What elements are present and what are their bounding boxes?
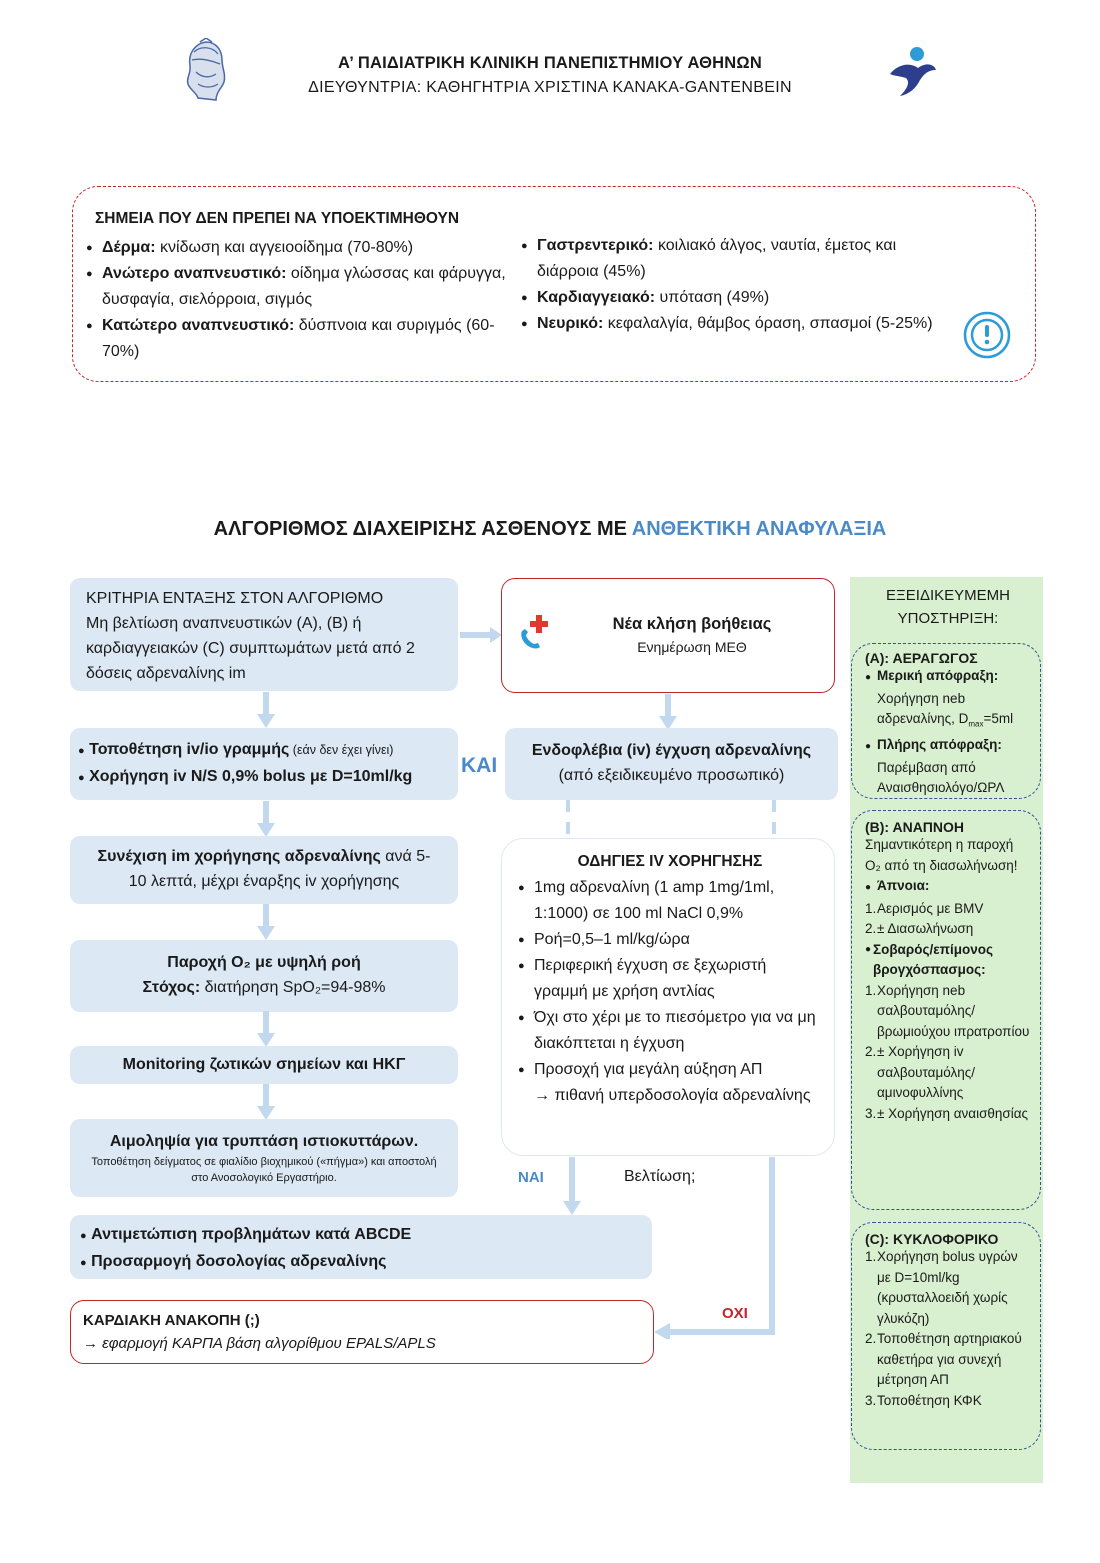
iv-guidelines-box [501, 838, 835, 1156]
oxygen-target: Στόχος: διατήρηση SpO₂=94-98% [142, 979, 386, 996]
cardiac-arrest-text: → εφαρμογή ΚΑΡΠΑ βάση αλγορίθμου EPALS/APLS [83, 1335, 436, 1352]
no-label: ΟΧΙ [722, 1305, 748, 1322]
warning-item-lower-resp: ● Κατώτερο αναπνευστικό: δύσπνοια και συριγμός (60-70%) [86, 313, 506, 365]
child-figure-logo [884, 44, 940, 104]
help-call-sub: Ενημέρωση ΜΕΘ [637, 639, 747, 655]
airway-box [851, 643, 1041, 799]
iv-adrenaline-title: Ενδοφλέβια (iv) έγχυση αδρεναλίνης [531, 742, 812, 759]
tryptase-box [70, 1119, 458, 1197]
warning-item-neuro: ● Νευρικό: κεφαλαλγία, θάμβος όραση, σπασμοί (5-25%) [521, 311, 941, 337]
cardiac-arrest-box [70, 1300, 654, 1364]
airway-content: ● Μερική απόφραξη: Χορήγηση neb αδρεναλίνης, $D_{max}=5ml$ ● Πλήρης απόφραξη: Παρέμβαση από Αναισθησιολόγο/ΩΡΛ [865, 668, 1014, 796]
abcde-item: ● Αντιμετώπιση προβλημάτων κατά ABCDE [80, 1226, 412, 1243]
iv-guide-item: ● Όχι στο χέρι με το πιεσόμετρο για να μη διακόπτεται η έγχυση [518, 1009, 816, 1052]
breathing-title: (Β): ΑΝΑΠΝΟΗ [865, 819, 965, 835]
iv-guide-item: ● Περιφερική έγχυση σε ξεχωριστή γραμμή με χρήση αντλίας [518, 957, 767, 1000]
clinic-title: Α’ ΠΑΙΔΙΑΤΡΙΚΗ ΚΛΙΝΙΚΗ ΠΑΝΕΠΙΣΤΗΜΙΟΥ ΑΘΗΝΩΝ [338, 54, 762, 72]
iv-adrenaline-sub: (από εξειδικευμένο προσωπικό) [558, 767, 785, 784]
warning-item-gi: ● Γαστρεντερικό: κοιλιακό άλγος, ναυτία, έμετος και διάρροια (45%) [521, 233, 941, 285]
warning-list-left [86, 235, 506, 365]
yes-label: ΝΑΙ [518, 1169, 544, 1186]
improvement-question: Βελτίωση; [624, 1168, 696, 1185]
warning-item-skin: ● Δέρμα: κνίδωση και αγγειοοίδημα (70-80%) [86, 235, 506, 261]
criteria-box [70, 578, 458, 691]
warning-title: ΣΗΜΕΙΑ ΠΟΥ ΔΕΝ ΠΡΕΠΕΙ ΝΑ ΥΠΟΕΚΤΙΜΗΘΟΥΝ [95, 210, 460, 227]
arrow-criteria-to-help [460, 627, 502, 643]
alert-icon [962, 310, 1012, 360]
warning-list-right [521, 233, 941, 337]
side-title: ΕΞΕΙΔΙΚΕΥΜΕΜΗ ΥΠΟΣΤΗΡΙΞΗ: [886, 587, 1010, 627]
phone-medical-icon [516, 613, 556, 653]
ns-bolus-item: ● Χορήγηση iv N/S 0,9% bolus με D=10ml/kg [78, 768, 413, 785]
circulation-box [851, 1222, 1041, 1450]
dose-adjust-item: ● Προσαρμογή δοσολογίας αδρεναλίνης [80, 1253, 387, 1270]
arrow-no-path [654, 1157, 778, 1339]
abcde-box [70, 1215, 652, 1279]
iv-guide-item: ● Ροή=0,5–1 ml/kg/ώρα [518, 931, 690, 948]
warning-item-cardio: ● Καρδιαγγειακό: υπόταση (49%) [521, 285, 941, 311]
oxygen-title: Παροχή Ο₂ με υψηλή ροή [167, 954, 361, 971]
tryptase-text: Τοποθέτηση δείγματος σε φιαλίδιο βιοχημικού («πήγμα») και αποστολή στο Ανοσολογικό Εργαστήριο. [91, 1156, 437, 1184]
arrow-yes-down [563, 1157, 581, 1220]
dashed-connectors [560, 800, 790, 842]
kai-label: ΚΑΙ [461, 754, 498, 777]
iv-guidelines-title: ΟΔΗΓΙΕΣ IV ΧΟΡΗΓΗΣΗΣ [577, 853, 763, 870]
airway-title: (Α): ΑΕΡΑΓΩΓΟΣ [865, 650, 978, 666]
iv-line-item: ● Τοποθέτηση iv/io γραμμής (εάν δεν έχει γίνει) [78, 741, 394, 758]
breathing-box [851, 810, 1041, 1210]
oxygen-box [70, 940, 458, 1012]
tryptase-title: Αιμοληψία για τρυπτάση ιστιοκυττάρων. [109, 1133, 419, 1150]
iv-adrenaline-box [505, 728, 838, 800]
cardiac-arrest-title: ΚΑΡΔΙΑΚΗ ΑΝΑΚΟΠΗ (;) [83, 1312, 260, 1329]
criteria-title: ΚΡΙΤΗΡΙΑ ΕΝΤΑΞΗΣ ΣΤΟΝ ΑΛΓΟΡΙΘΜΟ [86, 590, 384, 607]
circulation-content: 1. Χορήγηση bolus υγρών με D=10ml/kg (κρυσταλλοειδή χωρίς γλυκόζη) 2. Τοποθέτηση αρτηριακού καθετήρα για συνεχή μέτρηση ΑΠ 3. Τοποθέτηση ΚΦΚ [865, 1249, 1022, 1408]
algorithm-title: ΑΛΓΟΡΙΘΜΟΣ ΔΙΑΧΕΙΡΙΣΗΣ ΑΣΘΕΝΟΥΣ ΜΕ ΑΝΘΕΚΤΙΚΗ ΑΝΑΦΥΛΑΞΙΑ [213, 518, 887, 540]
arrow-down-3 [257, 904, 275, 945]
help-call-box [501, 578, 835, 693]
circulation-title: (C): ΚΥΚΛΟΦΟΡΙΚΟ [865, 1231, 999, 1247]
iv-guide-item: ● 1mg αδρεναλίνη (1 amp 1mg/1ml, 1:1000) σε 100 ml NaCl 0,9% [518, 879, 775, 922]
iv-line-box [70, 728, 458, 800]
arrow-down-1 [257, 692, 275, 733]
breathing-content: Σημαντικότερη η παροχή Ο₂ από τη διασωλήνωση! ● Άπνοια: 1.Αερισμός με BMV 2.± Διασωλήνωση ● Σοβαρός/επίμονος βρογχόσπασμος: 1. Χορήγηση neb σαλβουταμόλης/ βρωμιούχου ιπρατροπίου 2. ± Χορήγηση iv σαλβουταμόλης/ αμινοφυλλίνης 3. ± Χορήγηση αναισθησίας [865, 837, 1030, 1121]
monitoring-box: Monitoring ζωτικών σημείων και ΗΚΓ [70, 1046, 458, 1084]
warning-item-upper-resp: ● Ανώτερο αναπνευστικό: οίδημα γλώσσας και φάρυγγα, δυσφαγία, σιελόρροια, σιγμός [86, 261, 506, 313]
iv-guide-item: ● Προσοχή για μεγάλη αύξηση ΑΠ [518, 1061, 763, 1078]
continue-im-box: Συνέχιση im χορήγησης αδρεναλίνης ανά 5-10 λεπτά, μέχρι έναρξης iv χορήγησης [70, 836, 458, 904]
criteria-text: Μη βελτίωση αναπνευστικών (Α), (Β) ή καρδιαγγειακών (C) συμπτωμάτων μετά από 2 δόσεις αδρεναλίνης im [86, 615, 415, 682]
iv-guide-arrow-note: → πιθανή υπερδοσολογία αδρεναλίνης [534, 1087, 811, 1104]
athena-head-logo [176, 38, 236, 108]
director-line: ΔΙΕΥΘΥΝΤΡΙΑ: ΚΑΘΗΓΗΤΡΙΑ ΧΡΙΣΤΙΝΑ ΚΑΝΑΚΑ-GANTENBEIN [308, 79, 792, 96]
help-call-title: Νέα κλήση βοήθειας [612, 615, 772, 633]
